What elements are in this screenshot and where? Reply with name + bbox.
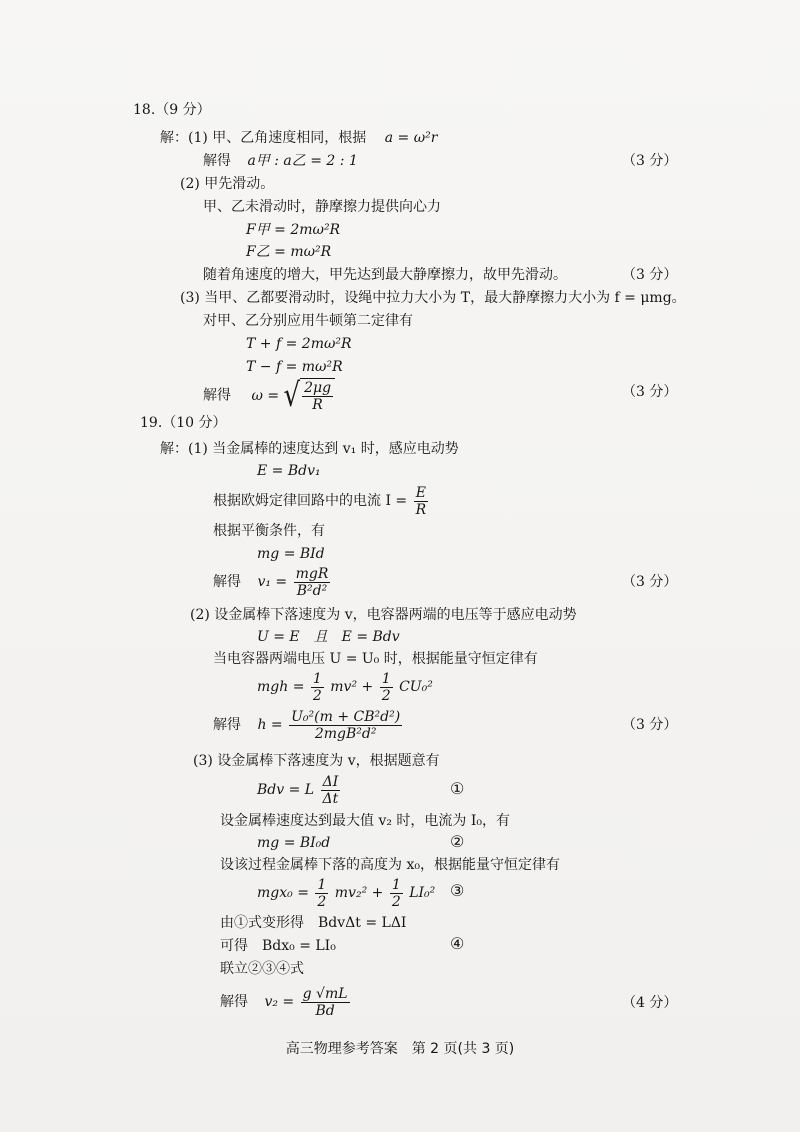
q19-line-17-frac1-den: 2 xyxy=(317,893,327,910)
q18-points-1: （3 分） xyxy=(622,153,678,169)
q18-header: 18.（9 分） xyxy=(133,102,211,118)
q19-line-18: 由①式变形得 BdvΔt = LΔI xyxy=(220,915,407,931)
q18-line-4: 甲、乙未滑动时，静摩擦力提供向心力 xyxy=(203,199,441,215)
q19-points-2: （3 分） xyxy=(622,717,678,733)
q19-line-6-lhs: v₁ = xyxy=(257,574,288,590)
q19-line-5: mg = BId xyxy=(257,546,325,562)
q19-line-11-lhs: h = xyxy=(257,717,283,733)
q19-points-3: （4 分） xyxy=(622,995,678,1011)
q18-line-1 xyxy=(160,129,437,147)
q19-line-14: 设金属棒速度达到最大值 v₂ 时，电流为 I₀，有 xyxy=(220,813,511,829)
q19-line-3 xyxy=(213,483,430,519)
q19-line-2: E = Bdv₁ xyxy=(257,463,321,479)
q19-line-10-frac2-den: 2 xyxy=(381,687,391,704)
q19-line-11 xyxy=(213,707,404,743)
q19-line-1: 解：(1) 当金属棒的速度达到 v₁ 时，感应电动势 xyxy=(160,441,459,457)
q19-line-6-numerator: mgR xyxy=(295,565,329,582)
equation-mark-2: ② xyxy=(450,832,465,851)
q19-line-21-lhs: v₂ = xyxy=(264,994,295,1010)
q18-line-5: F甲 = 2mω²R xyxy=(246,222,341,238)
q18-points-3: （3 分） xyxy=(622,384,678,400)
q18-sqrt-numerator: 2μg xyxy=(304,380,332,396)
q19-line-21-text: 解得 xyxy=(220,994,248,1010)
q19-line-17-lhs: mgx₀ = xyxy=(257,885,309,901)
q18-line-10: T + f = 2mω²R xyxy=(246,336,352,352)
q19-line-17-frac2-den: 2 xyxy=(391,893,401,910)
q19-line-11-denominator: 2mgB²d² xyxy=(314,725,377,742)
q19-line-12: (3) 设金属棒下落速度为 v，根据题意有 xyxy=(193,753,440,769)
q18-line-1-text: 解：(1) 甲、乙角速度相同，根据 xyxy=(160,130,367,146)
q19-line-16: 设该过程金属棒下落的高度为 x₀，根据能量守恒定律有 xyxy=(220,857,560,873)
q18-points-2: （3 分） xyxy=(622,267,678,283)
q19-line-13 xyxy=(257,772,342,808)
q18-line-1-formula: a = ω²r xyxy=(384,130,438,146)
equation-mark-3: ③ xyxy=(450,881,465,900)
q18-line-9: 对甲、乙分别应用牛顿第二定律有 xyxy=(203,313,413,329)
q19-header: 19.（10 分） xyxy=(140,415,227,431)
q19-line-6-denominator: B²d² xyxy=(296,582,328,599)
q19-line-19: 可得 Bdx₀ = LI₀ xyxy=(220,938,336,954)
q19-line-17-end: LI₀² xyxy=(409,885,436,901)
q19-line-17-mid: mv₂² + xyxy=(334,885,384,901)
q19-line-21-numerator: g √mL xyxy=(302,985,348,1002)
q18-line-12 xyxy=(203,378,335,413)
q19-line-15: mg = BI₀d xyxy=(257,835,331,851)
q19-line-11-numerator: U₀²(m + CB²d²) xyxy=(291,708,401,725)
q19-line-13-lhs: Bdv = L xyxy=(257,782,315,798)
q19-line-3-denominator: R xyxy=(415,501,427,518)
q19-line-11-text: 解得 xyxy=(213,717,241,733)
q19-line-4: 根据平衡条件，有 xyxy=(213,523,325,539)
q19-line-6-text: 解得 xyxy=(213,574,241,590)
q19-line-20: 联立②③④式 xyxy=(220,961,304,977)
q19-line-10-frac1-den: 2 xyxy=(312,687,322,704)
q18-line-12-text: 解得 xyxy=(203,387,231,404)
q19-line-21-denominator: Bd xyxy=(315,1002,335,1019)
q19-line-10-frac1-num: 1 xyxy=(312,670,322,687)
q19-line-10 xyxy=(257,669,433,705)
q19-line-13-denominator: Δt xyxy=(322,790,339,807)
q18-line-3: (2) 甲先滑动。 xyxy=(180,176,275,192)
q19-line-3-text: 根据欧姆定律回路中的电流 I = xyxy=(213,493,408,509)
q19-line-9: 当电容器两端电压 U = U₀ 时，根据能量守恒定律有 xyxy=(213,651,538,667)
q19-line-6 xyxy=(213,564,332,600)
q18-line-2-text: 解得 xyxy=(203,153,231,169)
q18-line-11: T − f = mω²R xyxy=(246,359,343,375)
q18-line-12-lhs: ω = xyxy=(251,387,280,404)
equation-mark-1: ① xyxy=(450,779,465,798)
q19-line-10-mid: mv² + xyxy=(330,679,374,695)
radical-sign-icon: √ xyxy=(283,376,301,415)
q18-line-8: (3) 当甲、乙都要滑动时，设绳中拉力大小为 T，最大静摩擦力大小为 f = μmg。 xyxy=(180,290,686,306)
q19-line-8: U = E 且 E = Bdv xyxy=(257,629,400,645)
q19-line-17-frac2-num: 1 xyxy=(391,876,401,893)
q19-line-17-frac1-num: 1 xyxy=(317,876,327,893)
q19-line-17 xyxy=(257,875,435,911)
q19-line-10-frac2-num: 1 xyxy=(381,670,391,687)
q18-line-7: 随着角速度的增大，甲先达到最大静摩擦力，故甲先滑动。 xyxy=(203,267,567,283)
q19-line-7: (2) 设金属棒下落速度为 v，电容器两端的电压等于感应电动势 xyxy=(190,607,577,623)
q19-line-21 xyxy=(220,984,352,1020)
q18-line-2-formula: a甲 : a乙 = 2 : 1 xyxy=(247,153,358,169)
q18-line-2 xyxy=(203,152,358,170)
equation-mark-4: ④ xyxy=(450,934,465,953)
q19-points-1: （3 分） xyxy=(622,574,678,590)
q18-line-6: F乙 = mω²R xyxy=(246,244,332,260)
q19-line-13-numerator: ΔI xyxy=(321,774,341,791)
q18-sqrt xyxy=(284,378,336,413)
page-footer: 高三物理参考答案 第 2 页(共 3 页) xyxy=(285,1041,515,1057)
q19-line-10-lhs: mgh = xyxy=(257,679,305,695)
q18-sqrt-denominator: R xyxy=(312,397,323,413)
q19-line-3-numerator: E xyxy=(414,485,429,502)
q19-line-10-end: CU₀² xyxy=(399,679,433,695)
